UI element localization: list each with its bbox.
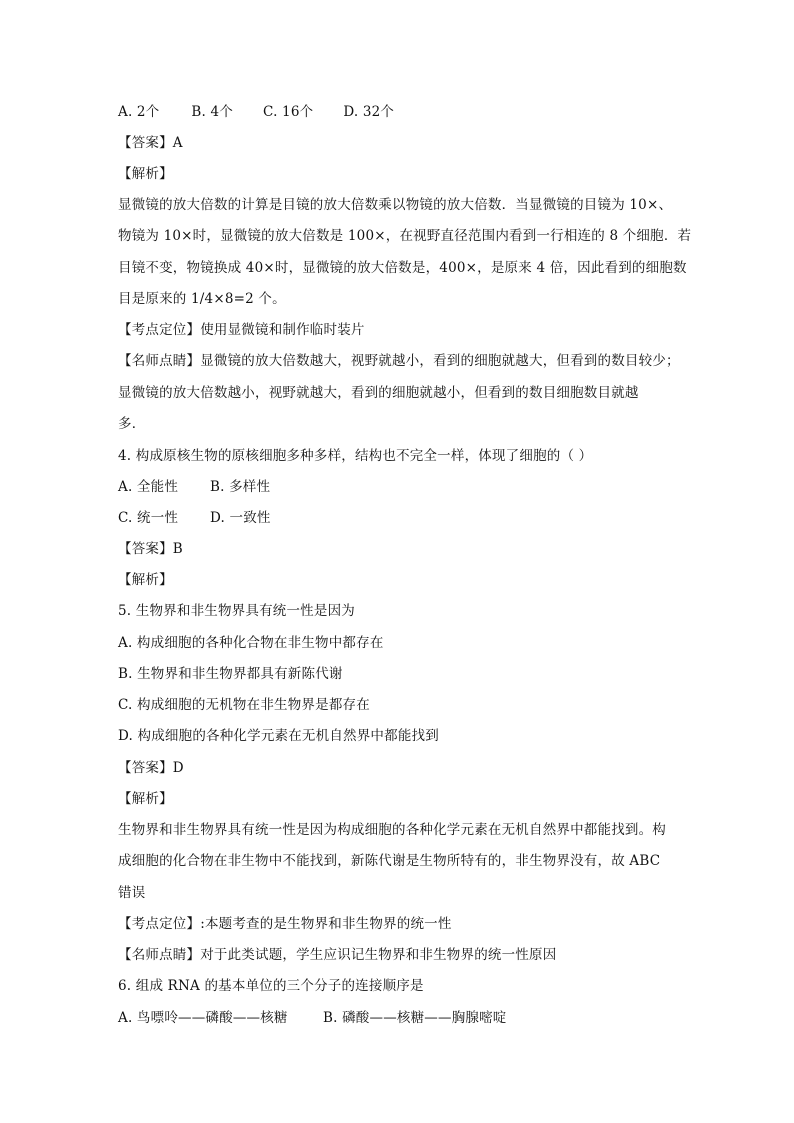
q6-options-row [118,1009,507,1027]
q4-option-d: D. 一致性 [210,510,271,526]
q3-answer: 【答案】A [118,135,183,151]
q4-stem: 4. 构成原核生物的原核细胞多种多样，结构也不完全一样，体现了细胞的（ ） [118,448,593,464]
q5-mingshi: 【名师点睛】对于此类试题，学生应识记生物界和非生物界的统一性原因 [118,947,557,963]
q3-analysis-line: 显微镜的放大倍数的计算是目镜的放大倍数乘以物镜的放大倍数．当显微镜的目镜为 10×、 [118,197,673,213]
q3-analysis-line: 目是原来的 1/4×8=2 个。 [118,291,286,307]
q6-option-b: B. 磷酸——核糖——胸腺嘧啶 [323,1010,507,1026]
q3-option-a: A. 2个 [118,104,160,120]
q3-mingshi-line: 显微镜的放大倍数越小，视野就越大，看到的细胞就越小，但看到的数目细胞数目就越 [118,385,639,401]
q5-stem: 5. 生物界和非生物界具有统一性是因为 [118,603,355,619]
q5-analysis-line: 生物界和非生物界具有统一性是因为构成细胞的各种化学元素在无机自然界中都能找到。构 [118,822,666,838]
q4-option-a: A. 全能性 [118,479,179,495]
q5-option-a: A. 构成细胞的各种化合物在非生物中都存在 [118,635,384,651]
q5-option-c: C. 构成细胞的无机物在非生物界是都存在 [118,697,370,713]
q5-option-b: B. 生物界和非生物界都具有新陈代谢 [118,666,343,682]
q3-option-d: D. 32个 [343,104,395,120]
q3-option-b: B. 4个 [191,104,234,120]
q5-analysis-line: 错误 [118,885,146,901]
q4-options-row [118,478,270,496]
q6-stem: 6. 组成 RNA 的基本单位的三个分子的连接顺序是 [118,978,424,994]
q4-option-c: C. 统一性 [118,510,179,526]
q4-analysis-heading: 【解析】 [118,572,173,588]
q3-mingshi-line: 【名师点睛】显微镜的放大倍数越大，视野就越小，看到的细胞就越大，但看到的数目较少； [118,353,680,369]
q5-analysis-line: 成细胞的化合物在非生物中不能找到，新陈代谢是生物所特有的，非生物界没有，故 ABC [118,853,661,869]
q4-option-b: B. 多样性 [210,479,271,495]
q6-option-a: A. 鸟嘌呤——磷酸——核糖 [118,1010,288,1026]
q3-analysis-heading: 【解析】 [118,166,173,182]
q3-analysis-line: 目镜不变，物镜换成 40×时，显微镜的放大倍数是，400×，是原来 4 倍，因此看到的细胞数 [118,260,687,276]
q3-options-row [118,103,394,121]
q3-kaodian: 【考点定位】使用显微镜和制作临时装片 [118,322,365,338]
q3-analysis-line: 物镜为 10×时，显微镜的放大倍数是 100×，在视野直径范围内看到一行相连的 8 个细胞．若 [118,228,692,244]
q4-answer: 【答案】B [118,541,183,557]
q5-analysis-heading: 【解析】 [118,791,173,807]
q5-answer: 【答案】D [118,760,184,776]
q4-options-row [118,509,271,527]
q3-option-c: C. 16个 [263,104,314,120]
q5-kaodian: 【考点定位】:本题考查的是生物界和非生物界的统一性 [118,916,452,932]
q5-option-d: D. 构成细胞的各种化学元素在无机自然界中都能找到 [118,728,439,744]
q3-mingshi-line: 多． [118,416,146,432]
